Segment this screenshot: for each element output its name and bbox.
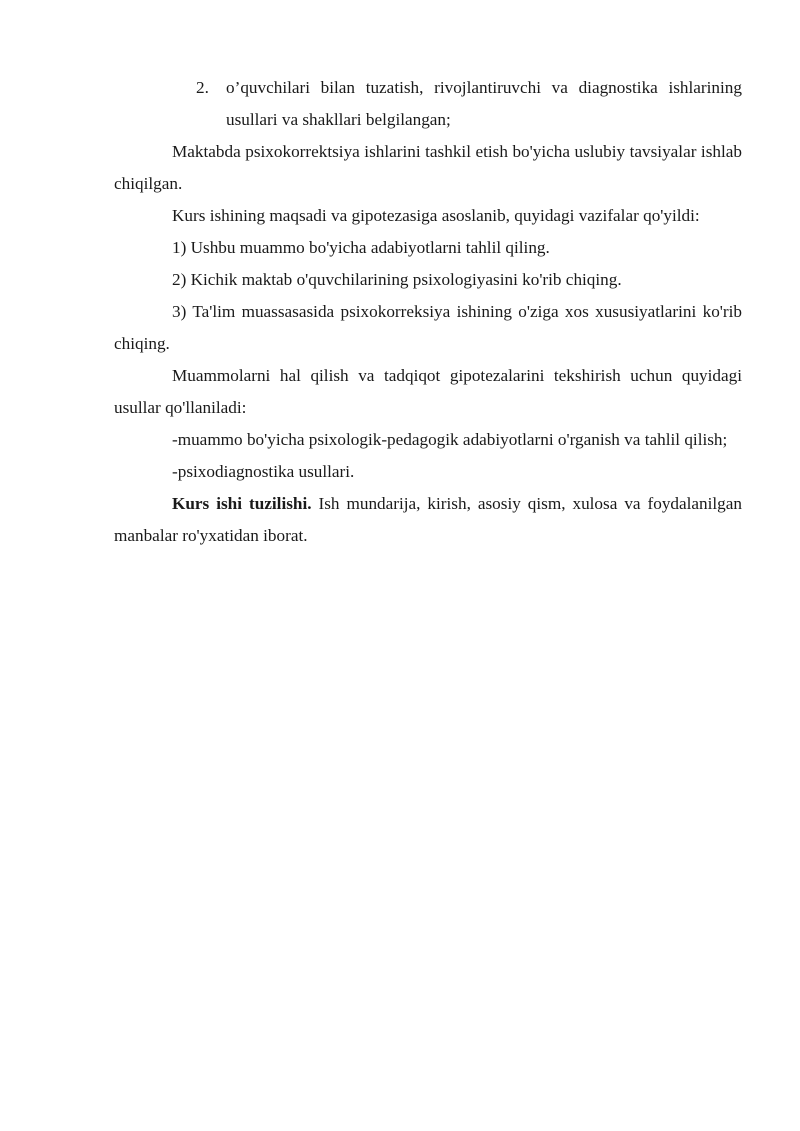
paragraph-task-2: 2) Kichik maktab o'quvchilarining psixologiyasini ko'rib chiqing. [172,270,622,289]
paragraph-task-1: 1) Ushbu muammo bo'yicha adabiyotlarni tahlil qiling. [172,238,550,257]
list-item-number: 2. [196,78,209,97]
paragraph-tasks-intro: Kurs ishining maqsadi va gipotezasiga asoslanib, quyidagi vazifalar qo'yildi: [172,206,700,225]
numbered-list-item [114,72,742,136]
document-page [114,72,742,552]
list-item-text: o’quvchilari bilan tuzatish, rivojlantiruvchi va diagnostika ishlarining usullari va shakllari belgilangan; [226,78,742,129]
paragraph-task-3: 3) Ta'lim muassasasida psixokorreksiya ishining o'ziga xos xususiyatlarini ko'rib chiqing. [114,302,742,353]
structure-text: Ish mundarija, kirish, asosiy qism, xulosa va foydalanilgan manbalar ro'yxatidan iborat. [114,494,743,545]
structure-heading: Kurs ishi tuzilishi. [172,494,312,513]
paragraph-method-2: -psixodiagnostika usullari. [172,462,355,481]
paragraph-method-1: -muammo bo'yicha psixologik-pedagogik adabiyotlarni o'rganish va tahlil qilish; [172,430,728,449]
paragraph-methods-intro: Muammolarni hal qilish va tadqiqot gipotezalarini tekshirish uchun quyidagi usullar qo'llaniladi: [114,366,742,417]
paragraph-structure [114,488,742,552]
paragraph-methodology: Maktabda psixokorrektsiya ishlarini tashkil etish bo'yicha uslubiy tavsiyalar ishlab chiqilgan. [114,142,742,193]
